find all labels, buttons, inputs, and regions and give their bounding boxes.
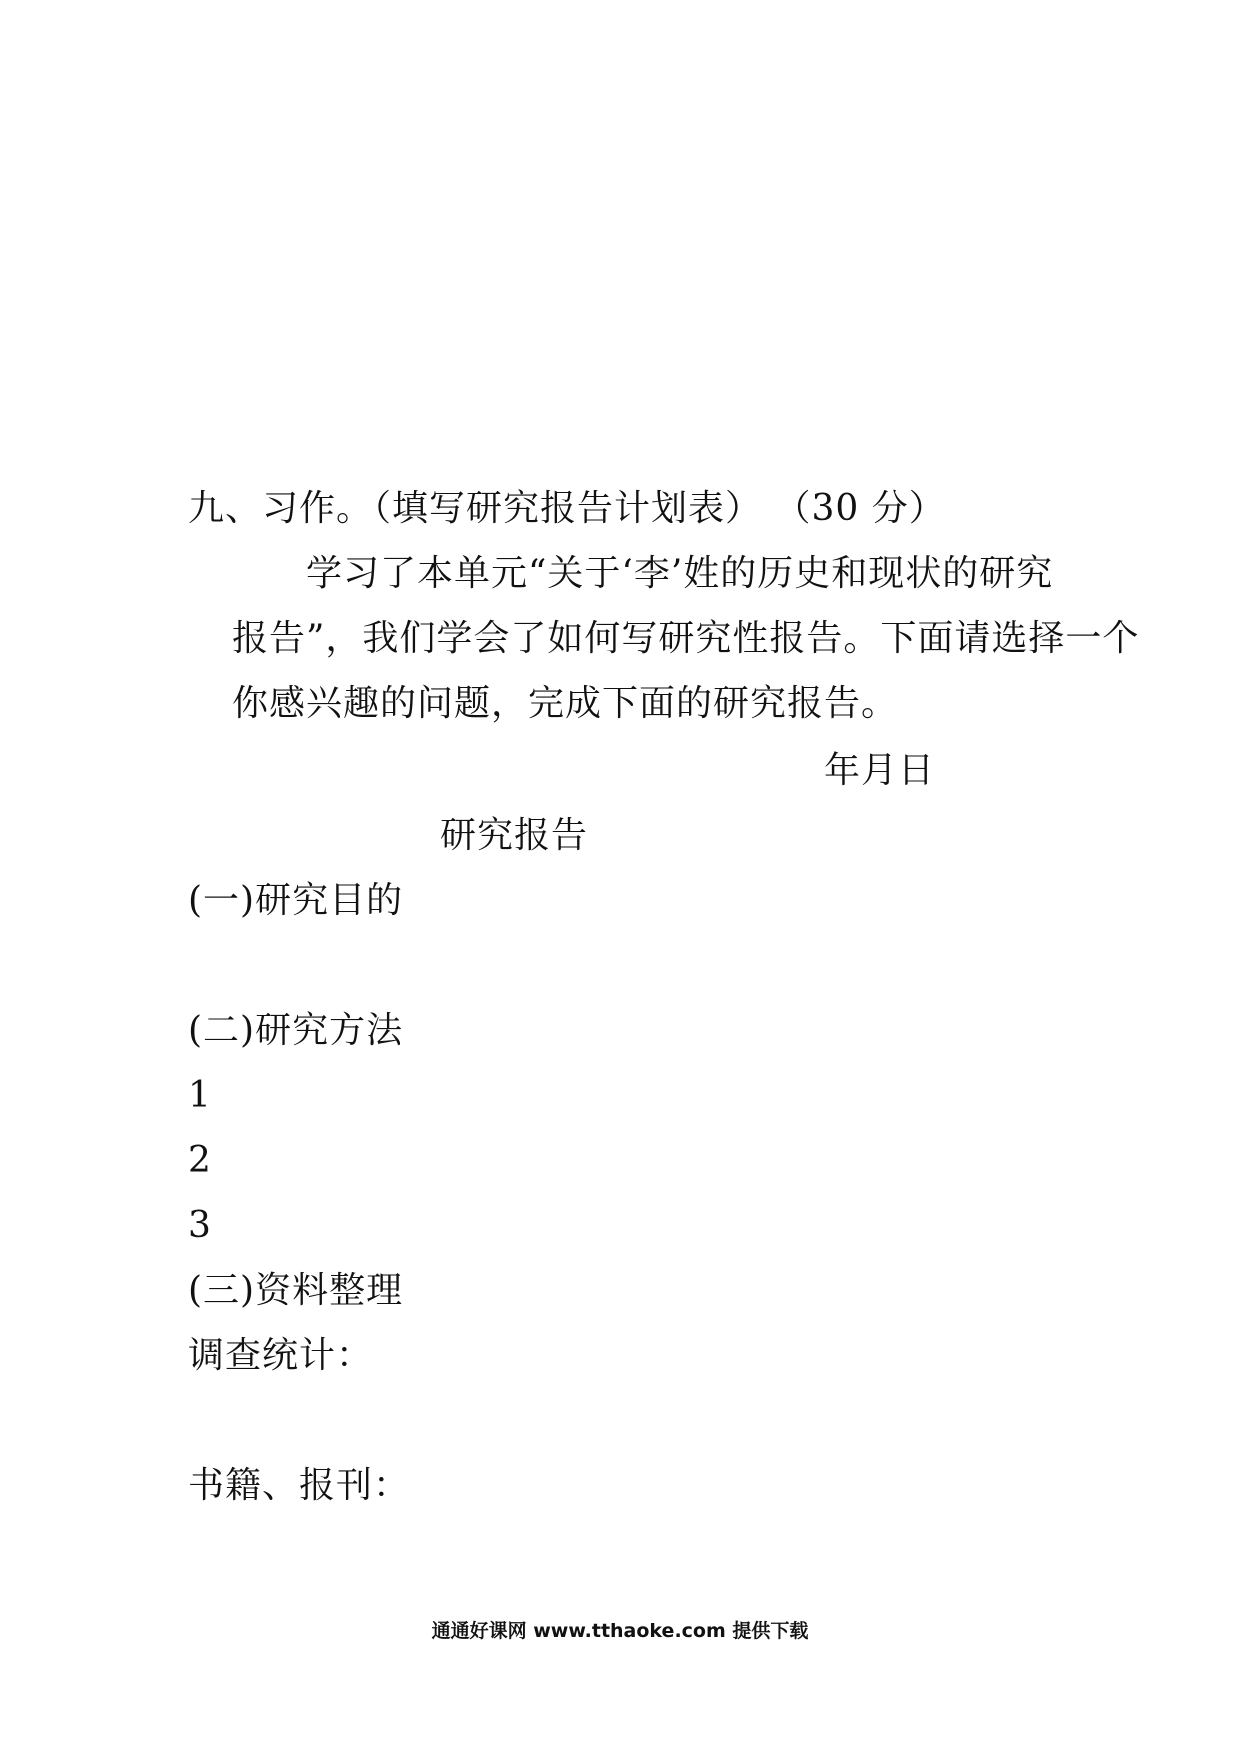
question-title: 九、习作。（填写研究报告计划表） （30 分） — [188, 488, 946, 529]
section-data-organization: (三)资料整理 — [188, 1270, 404, 1311]
survey-statistics-label: 调查统计： — [188, 1335, 374, 1376]
books-periodicals-label: 书籍、报刊： — [188, 1465, 411, 1506]
section-research-method: (二)研究方法 — [188, 1010, 404, 1051]
section-research-purpose: (一)研究目的 — [188, 880, 404, 921]
method-item-3: 3 — [188, 1205, 212, 1246]
intro-line-1: 学习了本单元“关于‘李’姓的历史和现状的研究 — [306, 553, 1054, 594]
method-item-2: 2 — [188, 1140, 212, 1181]
report-title: 研究报告 — [440, 815, 589, 856]
footer-source-note: 通通好课网 www.tthaoke.com 提供下载 — [431, 1620, 809, 1642]
intro-line-3: 你感兴趣的问题，完成下面的研究报告。 — [232, 683, 899, 724]
method-item-1: 1 — [188, 1075, 212, 1116]
date-line: 年月日 — [824, 750, 936, 791]
intro-line-2: 报告”，我们学会了如何写研究性报告。下面请选择一个 — [232, 618, 1140, 659]
